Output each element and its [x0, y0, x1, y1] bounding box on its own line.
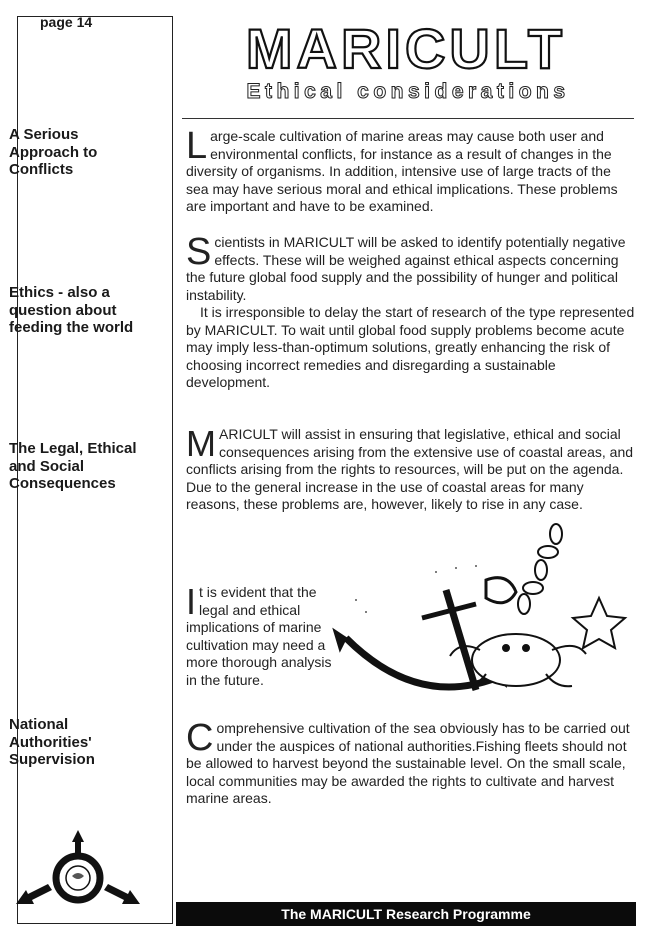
anchor-crab-illustration — [326, 520, 636, 720]
drop-cap: M — [186, 423, 216, 464]
page-number: page 14 — [40, 14, 93, 30]
paragraph-text: omprehensive cultivation of the sea obviously has to be carried out under the auspices of national authorities.Fishing fleets should not be allowed to harvest beyond the sustainable level. On the small scale, local communities may be awarded the rights to cultivate and harvest marine areas. — [186, 720, 630, 807]
paragraph-implications — [186, 581, 336, 690]
drop-cap: S — [186, 231, 212, 273]
sidebar-heading-conflicts: A Serious Approach to Conflicts — [9, 126, 98, 178]
drop-cap: C — [186, 717, 214, 759]
footer-banner: The MARICULT Research Programme — [176, 902, 636, 926]
drop-cap: I — [186, 581, 197, 622]
title-logo — [196, 20, 616, 76]
header-divider — [182, 118, 634, 119]
paragraph-text: cientists in MARICULT will be asked to identify potentially negative effects. These will be weighed against ethical aspects concerning the future global food supply and the possibility of hunger and political instability. — [186, 234, 626, 303]
sidebar-heading-authorities: National Authorities' Supervision — [9, 716, 95, 768]
paragraph-ethics — [186, 231, 636, 304]
paragraph-authorities — [186, 717, 636, 808]
sidebar-heading-ethics: Ethics - also a question about feeding the world — [9, 284, 134, 336]
programme-logo-icon — [14, 830, 142, 906]
paragraph-text: arge-scale cultivation of marine areas may cause both user and environmental conflicts, for instance as a result of changes in the diversity of organisms. In addition, intensive use of large tracts of the sea may have serious moral and ethical implications. These problems are important and have to be examined. — [186, 128, 618, 215]
paragraph-conflicts — [186, 125, 636, 216]
main-title: MARICULT — [245, 20, 567, 76]
paragraph-ethics-continued — [186, 304, 636, 392]
paragraph-text: t is evident that the legal and ethical implications of marine cultivation may need a more thorough analysis in the future. — [186, 584, 332, 688]
sidebar-heading-legal: The Legal, Ethical and Social Consequences — [9, 440, 137, 492]
subtitle: Ethical considerations — [246, 80, 570, 102]
paragraph-text: It is irresponsible to delay the start of research of the type represented by MARICULT. To wait until global food supply problems become acute may imply less-than-optimum solutions, greatly enhancing the risk of choosing incorrect remedies and disregarding a sustainable development. — [186, 304, 635, 391]
paragraph-text: ARICULT will assist in ensuring that legislative, ethical and social consequences arising from the extensive use of coastal areas, and conflicts arising from the rights to resources, will be put on the agenda. Due to the general increase in the use of coastal areas for many reasons, these problems are, however, likely to rise in any case. — [186, 426, 634, 513]
subtitle-logo — [196, 80, 616, 102]
paragraph-legal — [186, 423, 636, 514]
drop-cap: L — [186, 125, 208, 167]
